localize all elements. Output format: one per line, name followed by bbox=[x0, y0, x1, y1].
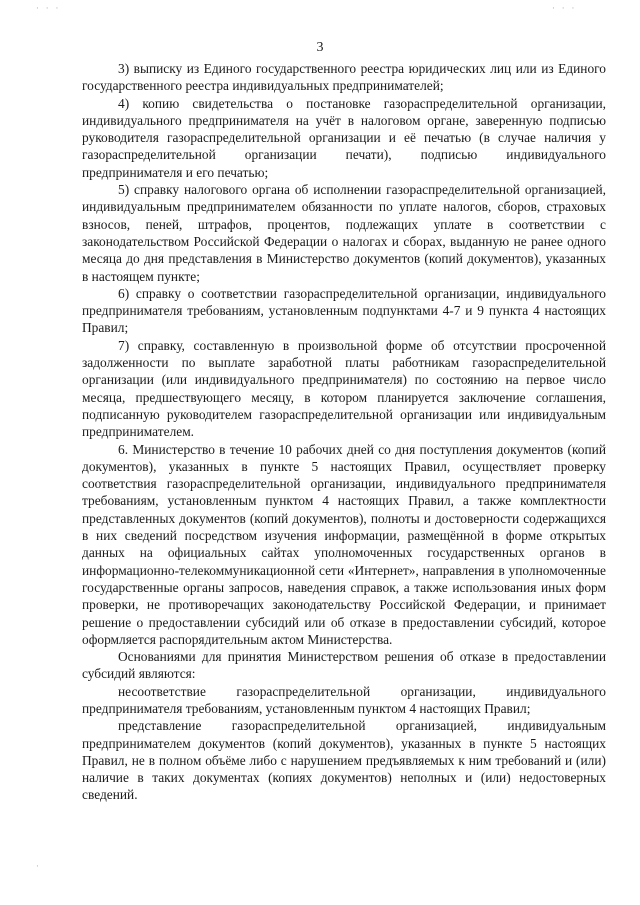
paragraph-clause-6: 6. Министерство в течение 10 рабочих дней со дня поступления документов (копий документов), указанных в пункте 5 настоящих Правил, осуществляет проверку соответствия газораспределительной организации, индивидуального предпринимателя требованиям, установленным пунктом 4 настоящих Правил, а также комплектности представленных документов (копий документов), полноты и достоверности содержащихся в них сведений посредством изучения информации, размещённой в форме открытых данных на официальных сайтах уполномоченных государственных органов в информационно-телекоммуникационной сети «Интернет», направления в уполномоченные государственные органы запросов, наведения справок, а также использования иных форм проверки, не противоречащих законодательству Российской Федерации, и принимает решение о предоставлении субсидий или об отказе в предоставлении субсидий, которое оформляется распорядительным актом Министерства. bbox=[82, 441, 606, 647]
scan-artifact-mark: · bbox=[36, 862, 41, 872]
paragraph-refusal-ground-2: представление газораспределительной организацией, индивидуальным предпринимателем документов (копий документов), указанных в пункте 5 настоящих Правил, не в полном объёме либо с нарушением предъявляемых к ним требований и (или) наличие в таких документах (копиях документов) неполных и (или) недостоверных сведений. bbox=[82, 718, 606, 803]
paragraph-item-7: 7) справку, составленную в произвольной форме об отсутствии просроченной задолженности по выплате заработной платы работникам газораспределительной организации (или индивидуального предпринимателя) по состоянию на первое число месяца, предшествующего месяцу, в котором планируется заключение соглашения, подписанную руководителем газораспределительной организации или индивидуальным предпринимателем. bbox=[82, 337, 606, 440]
paragraph-item-6: 6) справку о соответствии газораспределительной организации, индивидуального предпринимателя требованиям, установленным подпунктами 4-7 и 9 пункта 4 настоящих Правил; bbox=[82, 285, 606, 336]
paragraph-item-3: 3) выписку из Единого государственного реестра юридических лиц или из Единого государственного реестра индивидуальных предпринимателей; bbox=[82, 61, 606, 94]
paragraph-refusal-ground-1: несоответствие газораспределительной организации, индивидуального предпринимателя требованиям, установленным пунктом 4 настоящих Правил; bbox=[82, 683, 606, 716]
document-body bbox=[82, 60, 606, 804]
paragraph-refusal-grounds-intro: Основаниями для принятия Министерством решения об отказе в предоставлении субсидий являются: bbox=[82, 649, 606, 682]
paragraph-item-5: 5) справку налогового органа об исполнении газораспределительной организацией, индивидуальным предпринимателем обязанности по уплате налогов, сборов, страховых взносов, пеней, штрафов, процентов, подлежащих уплате в соответствии с законодательством Российской Федерации о налогах и сборах, выданную не ранее одного месяца до дня представления в Министерство документов (копий документов), указанных в настоящем пункте; bbox=[82, 182, 606, 284]
scan-artifact-mark: · · · bbox=[36, 4, 61, 14]
page-number: 3 bbox=[316, 40, 324, 55]
paragraph-item-4: 4) копию свидетельства о постановке газораспределительной организации, индивидуального предпринимателя на учёт в налоговом органе, заверенную подписью руководителя газораспределительной организации и её печатью (в случае наличия у газораспределительной организации печати), подписью индивидуального предпринимателя и его печатью; bbox=[82, 95, 606, 180]
scan-artifact-mark: · · · bbox=[552, 4, 577, 14]
